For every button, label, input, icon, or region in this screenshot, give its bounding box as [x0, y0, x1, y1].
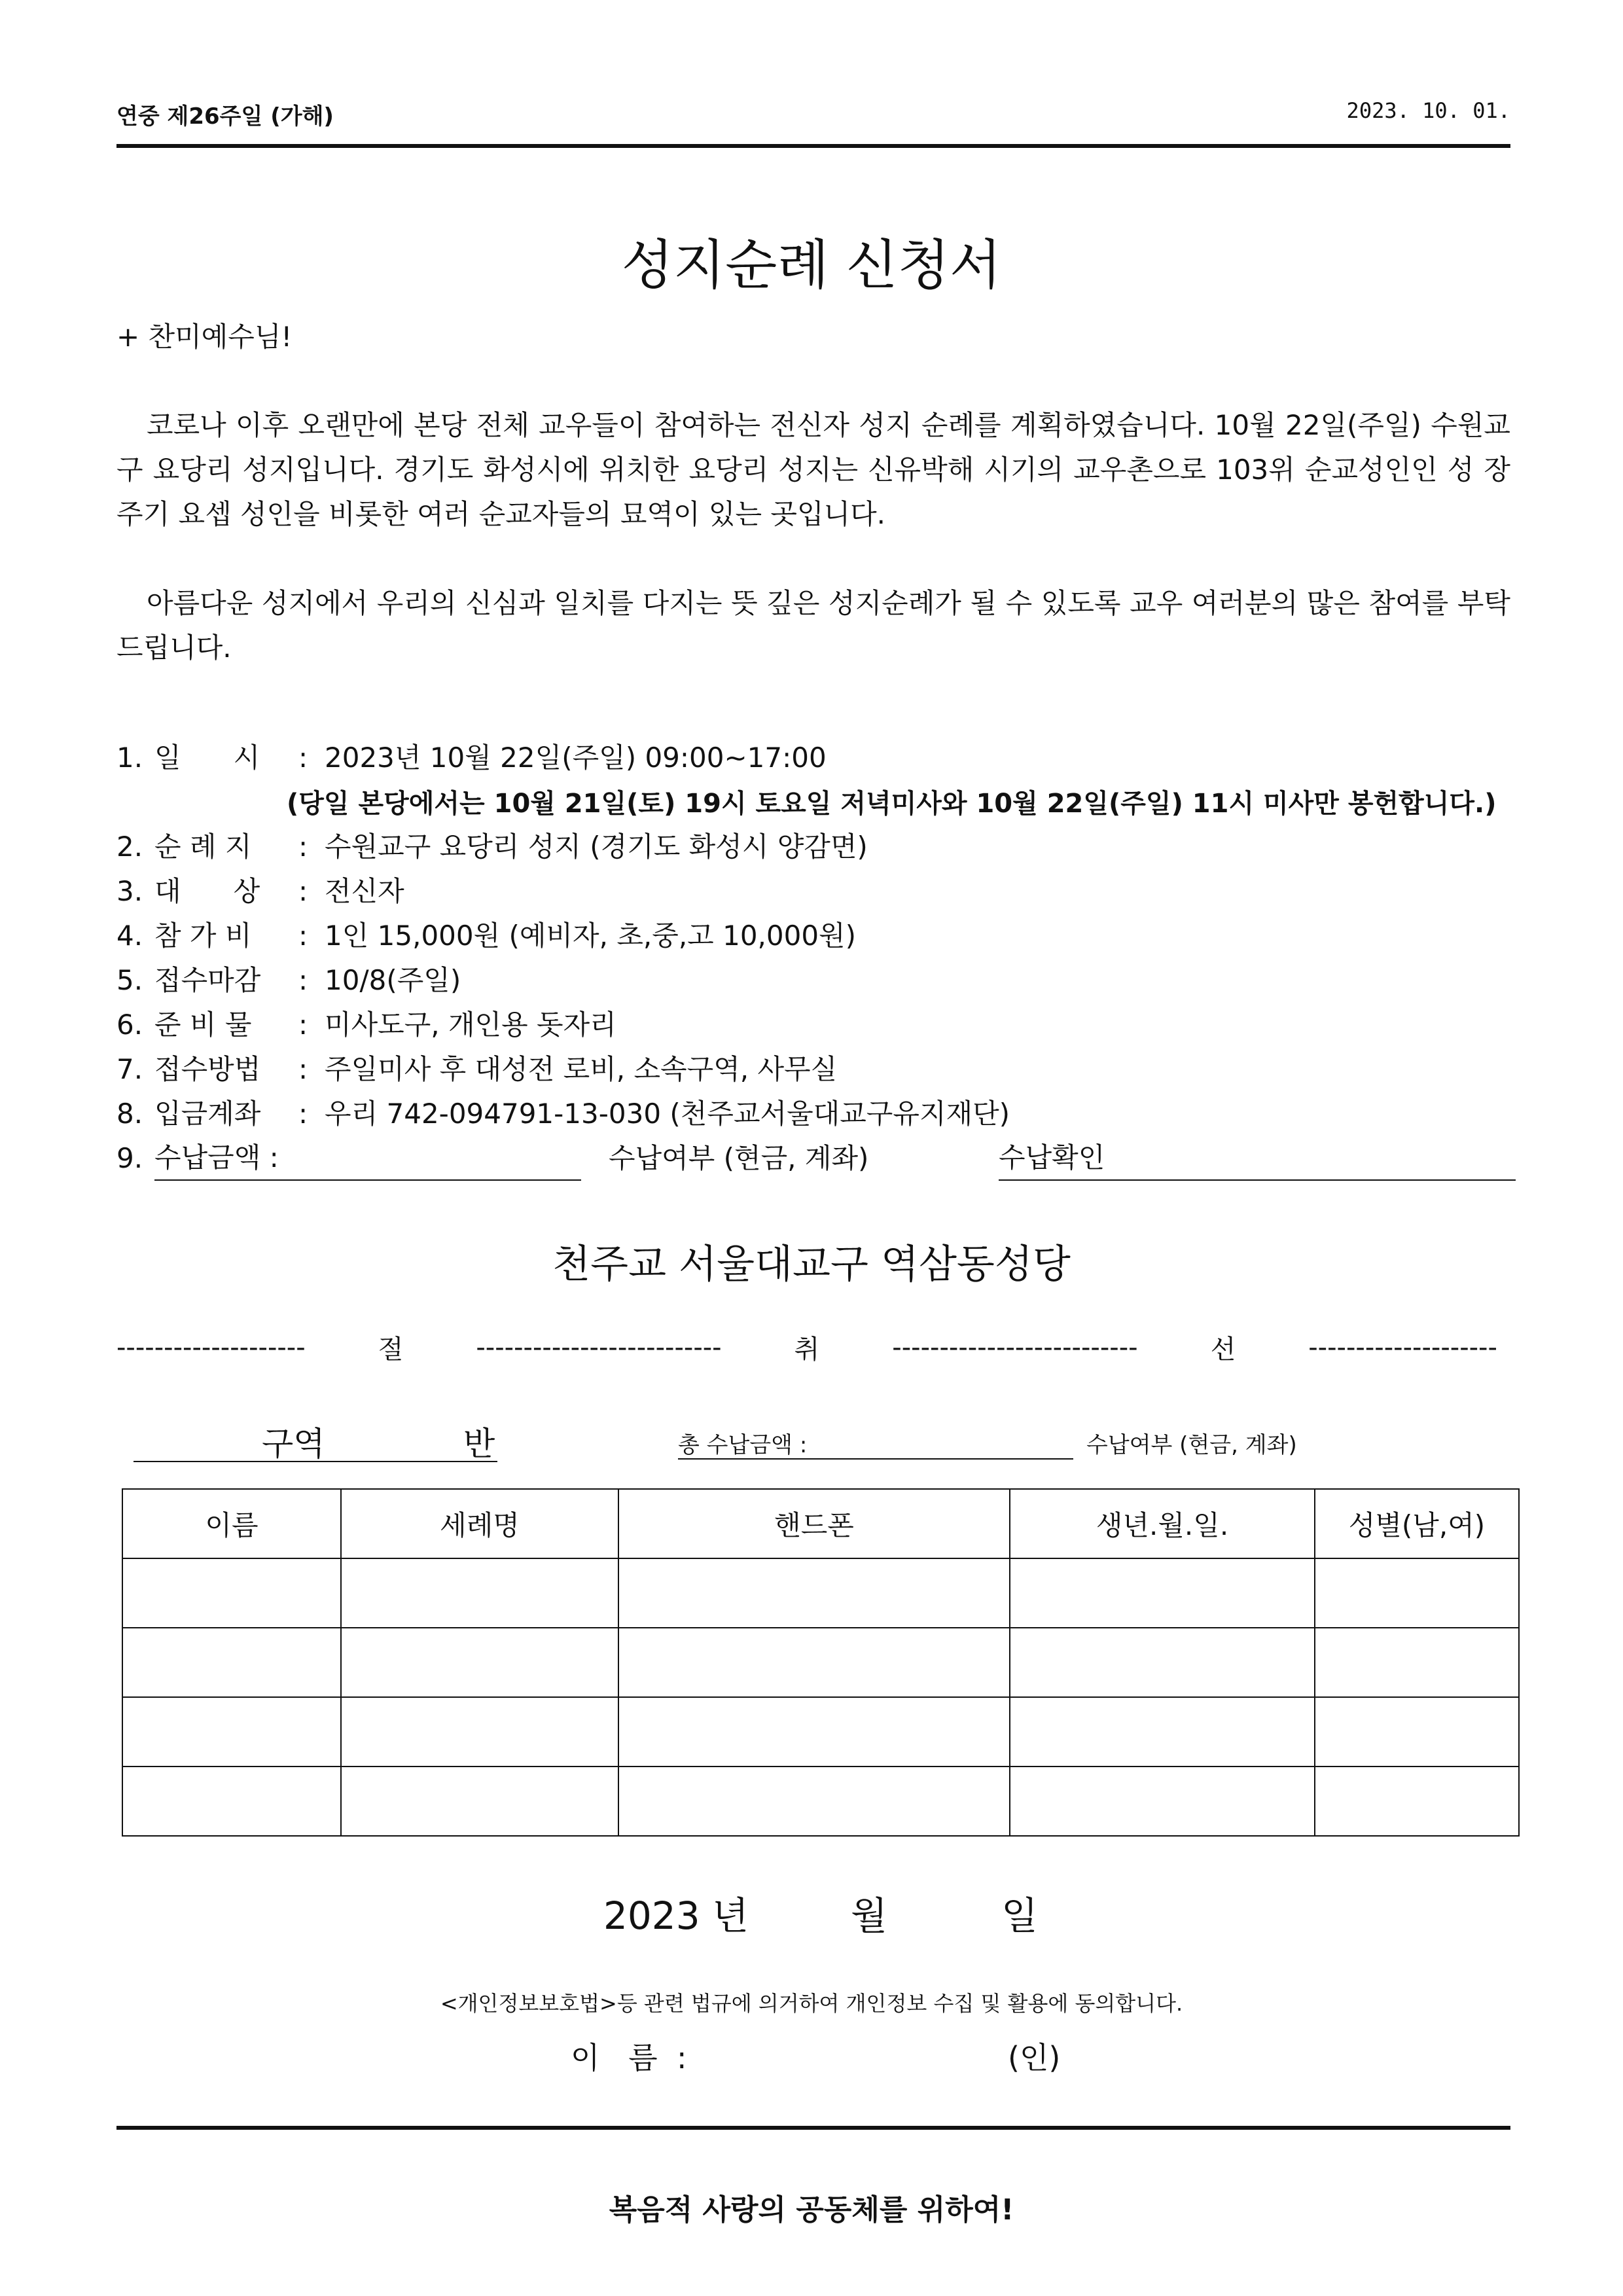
- info-item-date: 1. 일 시 : 2023년 10월 22일(주일) 09:00~17:00: [116, 736, 827, 780]
- cell-name[interactable]: [122, 1767, 341, 1836]
- header-gender: 성별(남,여): [1315, 1489, 1519, 1558]
- form-status-label: 수납여부 (현금, 계좌): [1086, 1432, 1297, 1458]
- info-item-place: 2. 순 례 지 : 수원교구 요당리 성지 (경기도 화성시 양감면): [116, 831, 868, 863]
- table-header-row: [122, 1489, 1519, 1558]
- info-item-fee: 4. 참 가 비 : 1인 15,000원 (예비자, 초,중,고 10,000원): [116, 920, 857, 952]
- roster-table: [122, 1488, 1520, 1837]
- footer-slogan: 복음적 사랑의 공동체를 위하여!: [609, 2193, 1014, 2227]
- district-label: 구역: [262, 1425, 325, 1463]
- cell-phone[interactable]: [618, 1767, 1010, 1836]
- table-row: [122, 1697, 1519, 1767]
- cut-line: -------------------- 절 -------------------------- 취 -------------------------- 선 --------------------: [116, 1332, 1497, 1365]
- privacy-consent: <개인정보보호법>등 관련 법규에 의거하여 개인정보 수집 및 활용에 동의합니다.: [440, 1991, 1183, 2016]
- parish-name: 천주교 서울대교구 역삼동성당: [552, 1242, 1071, 1287]
- cell-phone[interactable]: [618, 1558, 1010, 1628]
- date-month: 월: [851, 1893, 888, 1938]
- date-year: 2023 년: [603, 1893, 749, 1938]
- bulletin-issue: 연중 제26주일 (가해): [116, 103, 334, 130]
- mass-note: (당일 본당에서는 10월 21일(토) 19시 토요일 저녁미사와 10월 22일(주일) 11시 미사만 봉헌합니다.): [287, 789, 1497, 819]
- header-baptismal-name: 세례명: [341, 1489, 618, 1558]
- info-item-account: 8. 입금계좌 : 우리 742-094791-13-030 (천주교서울대교구유지재단): [116, 1098, 1010, 1130]
- cell-name[interactable]: [122, 1628, 341, 1697]
- info-item-supplies: 6. 준 비 물 : 미사도구, 개인용 돗자리: [116, 1009, 616, 1041]
- greeting: + 찬미예수님!: [116, 321, 293, 353]
- date-day: 일: [1001, 1893, 1039, 1938]
- payment-amount-field[interactable]: [154, 1136, 581, 1181]
- table-row: [122, 1558, 1519, 1628]
- cell-phone[interactable]: [618, 1697, 1010, 1767]
- payment-confirm-label: 수납확인: [999, 1141, 1105, 1174]
- header-phone: 핸드폰: [618, 1489, 1010, 1558]
- intro-paragraph-2: 아름다운 성지에서 우리의 신심과 일치를 다지는 뜻 깊은 성지순례가 될 수 있도록 교우 여러분의 많은 참여를 부탁드립니다.: [116, 587, 1510, 664]
- cell-birthdate[interactable]: [1010, 1558, 1315, 1628]
- cell-baptismal-name[interactable]: [341, 1558, 618, 1628]
- header-name: 이름: [122, 1489, 341, 1558]
- cell-gender[interactable]: [1315, 1628, 1519, 1697]
- cell-baptismal-name[interactable]: [341, 1697, 618, 1767]
- ban-label: 반: [463, 1425, 495, 1463]
- header-rule: [116, 144, 1510, 148]
- cell-gender[interactable]: [1315, 1697, 1519, 1767]
- table-row: [122, 1628, 1519, 1697]
- info-item-deadline: 5. 접수마감 : 10/8(주일): [116, 964, 461, 996]
- intro-paragraph-1: 코로나 이후 오랜만에 본당 전체 교우들이 참여하는 전신자 성지 순례를 계획하였습니다. 10월 22일(주일) 수원교구 요당리 성지입니다. 경기도 화성시에 위치한 요당리 성지는 신유박해 시기의 교우촌으로 103위 순교성인인 성 장주기 요셉 성인을 비롯한 여러 순교자들의 묘역이 있는 곳입니다.: [116, 409, 1510, 530]
- total-amount-field[interactable]: [678, 1424, 1073, 1460]
- item-value: 2023년 10월 22일(주일) 09:00~17:00: [325, 742, 827, 774]
- page-title: 성지순례 신청서: [621, 234, 1002, 296]
- header-birthdate: 생년.월.일.: [1010, 1489, 1315, 1558]
- cell-gender[interactable]: [1315, 1558, 1519, 1628]
- cell-birthdate[interactable]: [1010, 1697, 1315, 1767]
- info-item-method: 7. 접수방법 : 주일미사 후 대성전 로비, 소속구역, 사무실: [116, 1053, 838, 1085]
- cell-baptismal-name[interactable]: [341, 1767, 618, 1836]
- district-field[interactable]: [134, 1418, 497, 1462]
- cell-birthdate[interactable]: [1010, 1628, 1315, 1697]
- signature-name-field[interactable]: [720, 2034, 995, 2073]
- payment-amount-label: 수납금액 :: [154, 1141, 279, 1174]
- cell-birthdate[interactable]: [1010, 1767, 1315, 1836]
- table-row: [122, 1767, 1519, 1836]
- payment-confirm-field[interactable]: [999, 1136, 1516, 1181]
- signature-label: 이 름 :: [571, 2040, 687, 2075]
- seal-mark: (인): [1008, 2040, 1061, 2075]
- payment-number: 9.: [116, 1142, 143, 1174]
- cell-baptismal-name[interactable]: [341, 1628, 618, 1697]
- item-number: 1.: [116, 742, 143, 774]
- footer-rule: [116, 2126, 1510, 2130]
- cell-name[interactable]: [122, 1697, 341, 1767]
- cell-gender[interactable]: [1315, 1767, 1519, 1836]
- total-amount-label: 총 수납금액 :: [678, 1432, 808, 1458]
- payment-status-label: 수납여부 (현금, 계좌): [609, 1142, 869, 1174]
- cell-phone[interactable]: [618, 1628, 1010, 1697]
- cell-name[interactable]: [122, 1558, 341, 1628]
- item-label: 일 시: [154, 742, 260, 774]
- bulletin-date: 2023. 10. 01.: [1346, 98, 1510, 123]
- info-item-target: 3. 대 상 : 전신자: [116, 875, 404, 907]
